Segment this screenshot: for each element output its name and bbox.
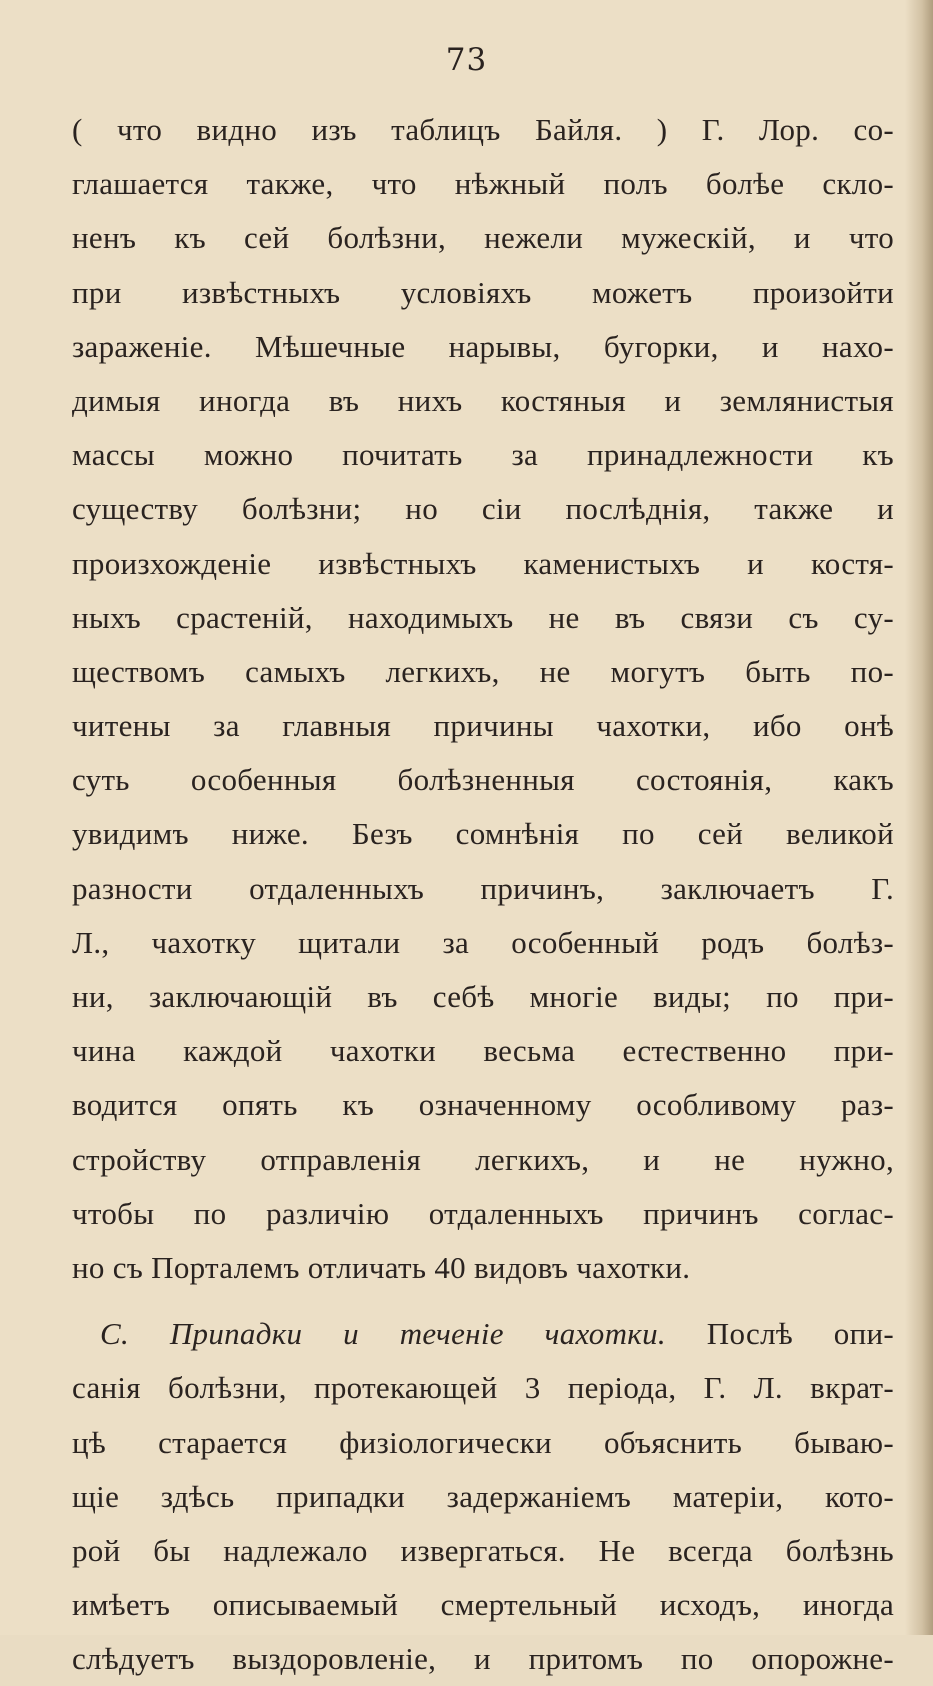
text-line: при извѣстныхъ условіяхъ можетъ произойти [72,274,894,310]
text-line: глашается также, что нѣжный полъ болѣе скло- [72,166,894,202]
text-line: увидимъ ниже. Безъ сомнѣнія по сей великой [72,816,894,852]
text-line: цѣ старается физіологически объяснить бываю- [72,1424,894,1460]
text-line: суть особенныя болѣзненныя состоянія, какъ [72,762,894,798]
text-line: ( что видно изъ таблицъ Байля. ) Г. Лор. со- [72,112,894,147]
section-heading-line [72,1307,894,1361]
paragraph-2 [72,1307,894,1686]
section-heading: C. Припадки и теченіе чахотки. [100,1316,666,1352]
text-line: имѣетъ описываемый смертельный исходъ, иногда [72,1587,894,1623]
text-line: ныхъ срастеній, находимыхъ не въ связи съ су- [72,599,894,635]
text-line: рой бы надлежало извергаться. Не всегда болѣзнь [72,1532,894,1568]
text-line: чина каждой чахотки весьма естественно при- [72,1033,894,1069]
text-line: ни, заключающій въ себѣ многіе виды; по при- [72,979,894,1014]
text-line: зараженіе. Мѣшечные нарывы, бугорки, и нахо- [72,328,894,364]
text-line: произхожденіе извѣстныхъ каменистыхъ и костя- [72,545,894,581]
text-line: но съ Порталемъ отличать 40 видовъ чахотки. [72,1249,691,1285]
text-line: санія болѣзни, протекающей 3 періода, Г. Л. вкрат- [72,1370,894,1406]
text-line: водится опять къ означенному особливому раз- [72,1087,894,1123]
text-line: щіе здѣсь припадки задержаніемъ матеріи, кото- [72,1478,894,1514]
text-line: существу болѣзни; но сіи послѣднія, также и [72,491,894,527]
page-number: 73 [445,42,488,78]
text-line: читены за главныя причины чахотки, ибо онѣ [72,708,894,744]
text-line: ненъ къ сей болѣзни, нежели мужескій, и что [72,220,894,256]
text-line: ществомъ самыхъ легкихъ, не могутъ быть по- [72,653,894,689]
text-line: слѣдуетъ выздоровленіе, и притомъ по опорожне- [72,1641,894,1677]
text-fragment: Послѣ опи- [706,1316,894,1352]
page-edge-shadow [905,0,933,1635]
paragraph-1 [72,103,894,1295]
text-line: чтобы по различію отдаленныхъ причинъ соглас- [72,1195,894,1231]
text-line: димыя иногда въ нихъ костяныя и землянистыя [72,382,894,418]
text-line: массы можно почитать за принадлежности къ [72,437,894,473]
text-line: стройству отправленія легкихъ, и не нужно, [72,1141,894,1177]
text-line: Л., чахотку щитали за особенный родъ болѣз- [72,924,894,960]
paragraph-gap [72,1295,894,1307]
text-block [72,103,894,1686]
text-line: разности отдаленныхъ причинъ, заключаетъ Г. [72,870,894,906]
